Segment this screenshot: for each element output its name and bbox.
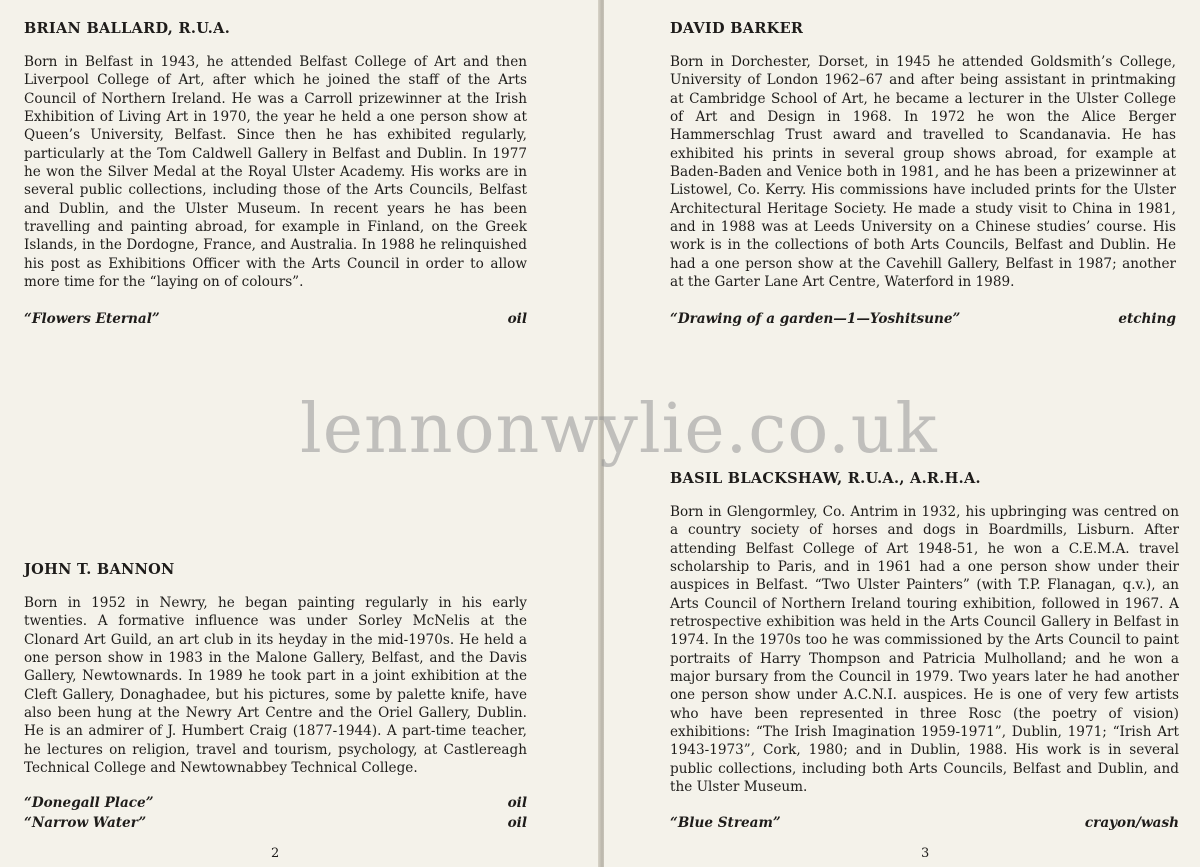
artwork-line (670, 813, 1179, 833)
artist-bio: Born in Dorchester, Dorset, in 1945 he attended Goldsmith’s College, University of London 1962–67 and after being assistant in printmaking at Cambridge School of Art, he became a lecturer in the Ulster College of Art and Design in 1968. In 1972 he won the Alice Berger Hammerschlag Trust award and travelled to Scandanavia. He has exhibited his prints in several group shows abroad, for example at Baden-Baden and Venice both in 1981, and he has been a prizewinner at Listowel, Co. Kerry. His commissions have included prints for the Ulster Architectural Heritage Society. He made a study visit to China in 1981, and in 1988 was at Leeds University on a Chinese studies’ course. His work is in the collections of both Arts Councils, Belfast and Dublin. He had a one person show at the Cavehill Gallery, Belfast in 1987; another at the Garter Lane Art Centre, Waterford in 1989. (670, 54, 1176, 291)
artist-entry-blackshaw (670, 470, 1179, 833)
artwork-medium: etching (1118, 311, 1176, 328)
artist-name: DAVID BARKER (670, 20, 804, 37)
artwork-title: “Drawing of a garden—1—Yoshitsune” (670, 311, 961, 328)
artist-bio: Born in 1952 in Newry, he began painting regularly in his early twenties. A formative influence was under Sorley McNelis at the Clonard Art Guild, an art club in its heyday in the mid-1970s. He held a one person show in 1983 in the Malone Gallery, Belfast, and the Davis Gallery, Newtownards. In 1989 he took part in a joint exhibition at the Cleft Gallery, Donaghadee, but his pictures, some by palette knife, have also been hung at the Newry Art Centre and the Oriel Gallery, Dublin. He is an admirer of J. Humbert Craig (1877-1944). A part-time teacher, he lectures on religion, travel and tourism, psychology, at Castlereagh Technical College and Newtownabbey Technical College. (24, 595, 527, 777)
artwork-medium: oil (507, 311, 527, 328)
artwork-medium: crayon/wash (1084, 814, 1179, 831)
artwork-medium: oil (507, 815, 527, 832)
artwork-medium: oil (507, 795, 527, 812)
artwork-line (24, 793, 527, 813)
artist-name: JOHN T. BANNON (24, 561, 175, 578)
artwork-title: “Flowers Eternal” (24, 311, 160, 328)
artist-bio: Born in Belfast in 1943, he attended Belfast College of Art and then Liverpool College of Art, after which he joined the staff of the Arts Council of Northern Ireland. He was a Carroll prizewinner at the Irish Exhibition of Living Art in 1970, the year he held a one person show at Queen’s University, Belfast. Since then he has exhibited regularly, particularly at the Tom Caldwell Gallery in Belfast and Dublin. In 1977 he won the Silver Medal at the Royal Ulster Academy. His works are in several public collections, including those of the Arts Councils, Belfast and Dublin, and the Ulster Museum. In recent years he has been travelling and painting abroad, for example in Finland, on the Greek Islands, in the Dordogne, France, and Australia. In 1988 he relinquished his post as Exhibitions Officer with the Arts Council in order to allow more time for the “laying on of colours”. (24, 54, 527, 291)
artwork-line (670, 309, 1176, 329)
page-number: 2 (271, 846, 280, 861)
artist-name: BASIL BLACKSHAW, R.U.A., A.R.H.A. (670, 470, 981, 487)
page-number: 3 (921, 846, 930, 861)
artwork-title: “Narrow Water” (24, 815, 147, 832)
artist-entry-ballard (24, 20, 527, 329)
artwork-title: “Blue Stream” (670, 814, 781, 831)
artwork-line (24, 309, 527, 329)
artist-name: BRIAN BALLARD, R.U.A. (24, 20, 231, 37)
artist-entry-barker (670, 20, 1176, 329)
artist-entry-bannon (24, 561, 527, 833)
artwork-line (24, 813, 527, 833)
watermark-text: lennonwylie.co.uk (300, 390, 938, 469)
right-page (604, 0, 1200, 867)
artwork-title: “Donegall Place” (24, 795, 154, 812)
artist-bio: Born in Glengormley, Co. Antrim in 1932, his upbringing was centred on a country society of horses and dogs in Boardmills, Lisburn. After attending Belfast College of Art 1948-51, he won a C.E.M.A. travel scholarship to Paris, and in 1961 had a one person show under their auspices in Belfast. “Two Ulster Painters” (with T.P. Flanagan, q.v.), an Arts Council of Northern Ireland touring exhibition, followed in 1967. A retrospective exhibition was held in the Arts Council Gallery in Belfast in 1974. In the 1970s too he was commissioned by the Arts Council to paint portraits of Harry Thompson and Patricia Mulholland; and he won a major bursary from the Council in 1979. Two years later he had another one person show under A.C.N.I. auspices. He is one of very few artists who have been represented in three Rosc (the poetry of vision) exhibitions: “The Irish Imagination 1959-1971”, Dublin, 1971; “Irish Art 1943-1973”, Cork, 1980; and in Dublin, 1988. His work is in several public collections, including both Arts Councils, Belfast and Dublin, and the Ulster Museum. (670, 504, 1179, 796)
